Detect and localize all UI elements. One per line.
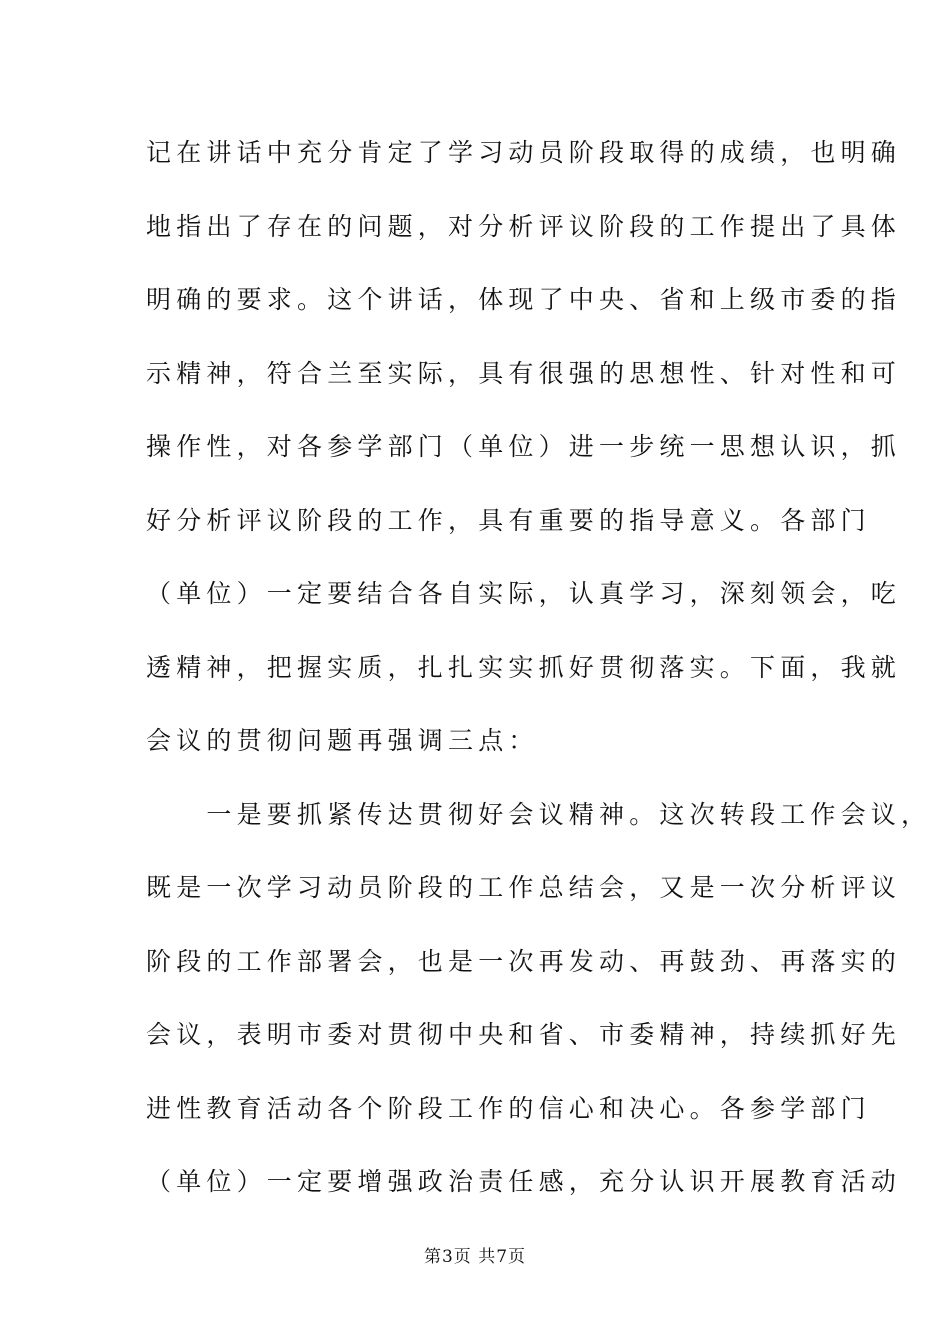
body-text xyxy=(146,130,932,1233)
page-number-footer: 第3页 共7页 xyxy=(423,1247,527,1267)
text-line: 地指出了存在的问题，对分析评议阶段的工作提出了具体 xyxy=(146,211,902,241)
text-line: 既是一次学习动员阶段的工作总结会，又是一次分析评议 xyxy=(146,873,902,902)
text-line: 透精神，把握实质，扎扎实实抓好贯彻落实。下面，我就 xyxy=(146,652,902,682)
text-line: 进性教育活动各个阶段工作的信心和决心。各参学部门 xyxy=(146,1093,871,1123)
text-line: 示精神，符合兰至实际，具有很强的思想性、针对性和可 xyxy=(146,358,902,388)
text-line: 好分析评议阶段的工作，具有重要的指导意义。各部门 xyxy=(146,505,871,535)
text-line: （单位）一定要增强政治责任感，充分认识开展教育活动 xyxy=(146,1167,902,1196)
text-line: 会议，表明市委对贯彻中央和省、市委精神，持续抓好先 xyxy=(146,1020,902,1049)
text-line: 一是要抓紧传达贯彻好会议精神。这次转段工作会议， xyxy=(146,799,932,829)
text-line: 明确的要求。这个讲话，体现了中央、省和上级市委的指 xyxy=(146,285,902,314)
text-line: 会议的贯彻问题再强调三点： xyxy=(146,726,539,755)
text-line: （单位）一定要结合各自实际，认真学习，深刻领会，吃 xyxy=(146,579,902,608)
text-line: 阶段的工作部署会，也是一次再发动、再鼓劲、再落实的 xyxy=(146,946,902,976)
text-line: 操作性，对各参学部门（单位）进一步统一思想认识，抓 xyxy=(146,432,902,461)
text-line: 记在讲话中充分肯定了学习动员阶段取得的成绩，也明确 xyxy=(146,138,902,167)
